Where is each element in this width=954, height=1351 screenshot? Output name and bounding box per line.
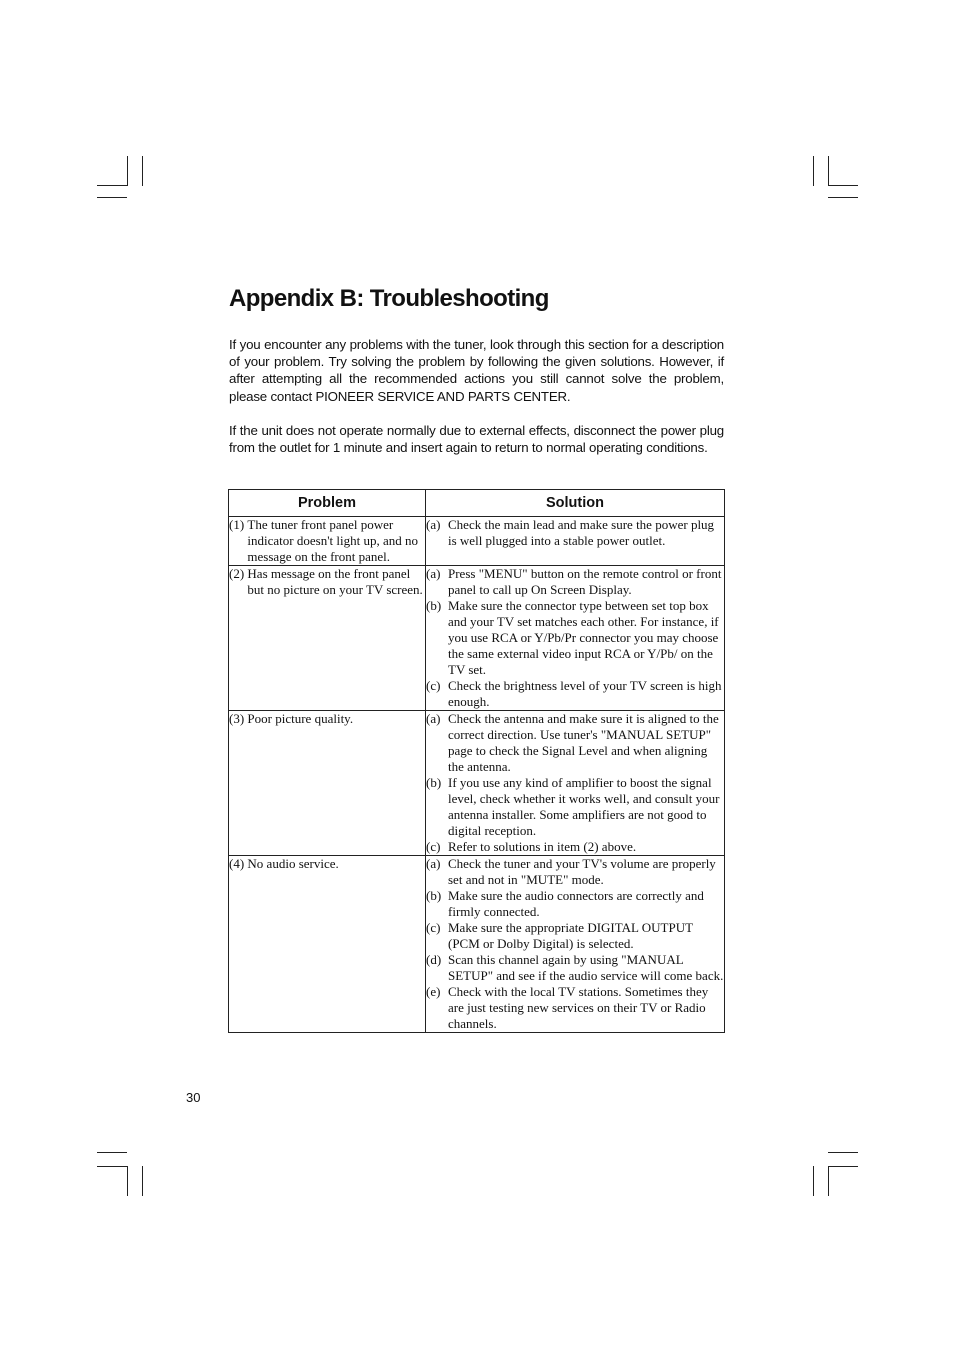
solution-label: (a) — [426, 711, 441, 726]
problem-number: (3) — [229, 711, 248, 726]
troubleshooting-table — [228, 489, 725, 1033]
table-row — [229, 856, 725, 1033]
problem-text: The tuner front panel power indicator doesn't light up, and no message on the front panel. — [247, 517, 419, 564]
intro-paragraph: If you encounter any problems with the tuner, look through this section for a description of your problem. Try solving the problem by following the given solutions. However, if after attempting all the recommended actions you still cannot solve the problem, please contact PIONEER SERVICE AND PARTS CENTER. — [229, 337, 724, 404]
solution-text: Refer to solutions in item (2) above. — [448, 839, 637, 854]
solution-text: Make sure the connector type between set top box and your TV set matches each other. For instance, if you use RCA or Y/Pb/Pr connector you may choose the same external video input RCA or Y/Pb/ on the TV set. — [448, 598, 719, 677]
solution-text: Make sure the audio connectors are correctly and firmly connected. — [448, 888, 704, 919]
solution-label: (a) — [426, 566, 441, 581]
solution-label: (a) — [426, 517, 441, 532]
solution-label: (b) — [426, 888, 442, 903]
solution-text: Check the antenna and make sure it is aligned to the correct direction. Use tuner's "MANUAL SETUP" page to check the Signal Level and when aligning the antenna. — [448, 711, 719, 774]
solution-label: (c) — [426, 920, 441, 935]
table-row — [229, 711, 725, 856]
solution-text: Make sure the appropriate DIGITAL OUTPUT (PCM or Dolby Digital) is selected. — [448, 920, 693, 951]
problem-number: (4) — [229, 856, 248, 871]
table-row — [229, 566, 725, 711]
solution-cell — [426, 566, 725, 711]
page-number: 30 — [186, 1090, 201, 1105]
solution-cell — [426, 517, 725, 566]
problem-text: Poor picture quality. — [247, 711, 354, 726]
solution-cell — [426, 856, 725, 1033]
solution-cell — [426, 711, 725, 856]
solution-text: Scan this channel again by using "MANUAL SETUP" and see if the audio service will come back. — [448, 952, 724, 983]
solution-text: Check the brightness level of your TV screen is high enough. — [448, 678, 722, 709]
table-row — [229, 517, 725, 566]
solution-text: Check the tuner and your TV's volume are properly set and not in "MUTE" mode. — [448, 856, 716, 887]
problem-number: (1) — [229, 517, 248, 532]
solution-label: (d) — [426, 952, 442, 967]
problem-cell — [229, 517, 426, 566]
problem-cell — [229, 856, 426, 1033]
problem-cell — [229, 566, 426, 711]
solution-label: (b) — [426, 598, 442, 613]
problem-text: No audio service. — [247, 856, 339, 871]
solution-label: (b) — [426, 775, 442, 790]
solution-label: (c) — [426, 839, 441, 854]
column-header-problem: Problem — [229, 490, 426, 517]
page-title: Appendix B: Troubleshooting — [229, 285, 549, 312]
solution-text: Press "MENU" button on the remote control or front panel to call up On Screen Display. — [448, 566, 722, 597]
problem-cell — [229, 711, 426, 856]
solution-label: (e) — [426, 984, 441, 999]
solution-text: Check with the local TV stations. Sometimes they are just testing new services on their TV or Radio channels. — [448, 984, 709, 1031]
solution-label: (c) — [426, 678, 441, 693]
column-header-solution: Solution — [426, 490, 725, 517]
solution-label: (a) — [426, 856, 441, 871]
problem-text: Has message on the front panel but no picture on your TV screen. — [247, 566, 423, 597]
solution-text: If you use any kind of amplifier to boost the signal level, check whether it works well, and consult your antenna installer. Some amplifiers are not good to digital reception. — [448, 775, 720, 838]
table-header-row — [229, 490, 725, 517]
solution-text: Check the main lead and make sure the power plug is well plugged into a stable power outlet. — [448, 517, 715, 548]
problem-number: (2) — [229, 566, 248, 581]
intro-paragraph: If the unit does not operate normally due to external effects, disconnect the power plug from the outlet for 1 minute and insert again to return to normal operating conditions. — [229, 423, 724, 456]
